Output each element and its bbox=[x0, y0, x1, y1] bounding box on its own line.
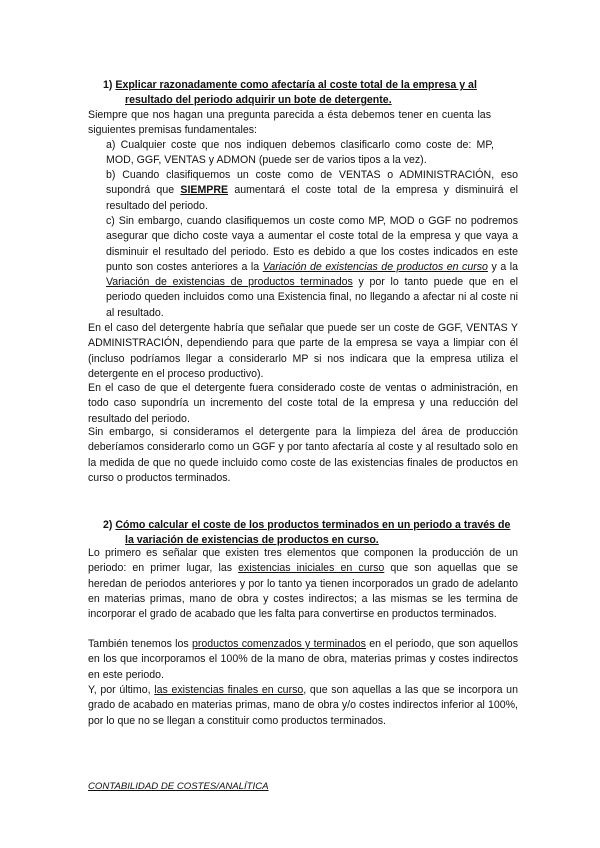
s2-p1-pre: Lo primero es señalar que existen tres elementos que componen la producción de un periodo: en primer lugar, las bbox=[88, 547, 518, 575]
s2-p2-pre: También tenemos los bbox=[88, 638, 192, 650]
section1-paragraph-1: En el caso del detergente habría que señalar que puede ser un coste de GGF, VENTAS Y ADMINISTRACIÓN, dependiendo para que parte de la empresa se vaya a limpiar con él (incluso podríamos llegar a considerarlo MP si nos indicara que la empresa utiliza el detergente en el proceso productivo). bbox=[88, 322, 518, 380]
item-c-text-post: y por lo tanto puede que en el periodo queden incluidos como una Existencia final, no llegando a afectar ni al coste ni al resultado. bbox=[106, 276, 518, 319]
section1-number: 1) bbox=[103, 79, 113, 91]
item-c-variacion-curso: Variación de existencias de productos en curso bbox=[262, 260, 488, 273]
section1-heading-text1: Explicar razonadamente como afectaría al coste total de la empresa y al bbox=[115, 79, 477, 91]
section2-heading-text2: la variación de existencias de productos en curso. bbox=[125, 534, 379, 547]
s2-existencias-iniciales: existencias iniciales en curso bbox=[238, 562, 385, 575]
s2-p3-post: , que son aquellas a las que se incorpora un grado de acabado en materias primas, mano de obra y/o costes indirectos inferior al 100%, por lo que no se llegan a constituir como productos terminados. bbox=[88, 684, 518, 727]
item-c-variacion-terminados: Variación de existencias de productos terminados bbox=[106, 276, 353, 289]
item-c-text-mid: y a la bbox=[487, 260, 518, 273]
section1-item-c bbox=[106, 214, 518, 321]
page-footer: CONTABILIDAD DE COSTES/ANALÍTICA bbox=[88, 781, 269, 792]
section1-heading bbox=[103, 78, 503, 109]
section2-paragraph-3 bbox=[88, 683, 518, 729]
s2-p2-post: en el periodo, que son aquellos en los que incorporamos el 100% de la mano de obra, materias primas y costes indirectos en este periodo. bbox=[88, 638, 518, 681]
section1-paragraph-3: Sin embargo, si consideramos el detergente para la limpieza del área de producción deberíamos considerarlo como un GGF y por tanto afectaría al coste y al resultado solo en la medida de que no quede incluido como coste de las existencias finales de productos en curso o productos terminados. bbox=[88, 426, 518, 484]
section1-heading-line1 bbox=[103, 78, 503, 93]
s2-existencias-finales: las existencias finales en curso bbox=[154, 684, 304, 696]
section1-intro: Siempre que nos hagan una pregunta parecida a ésta debemos tener en cuenta las siguientes premisas fundamentales: bbox=[88, 109, 491, 137]
s2-p3-pre: Y, por último, bbox=[88, 684, 155, 696]
item-c-text-pre: c) Sin embargo, cuando clasifiquemos un coste como MP, MOD o GGF no podremos asegurar que dicho coste vaya a aumentar el coste total de la empresa y que vaya a disminuir el resultado del periodo. Esto es debido a que los costes indicados en este punto son costes anteriores a la bbox=[106, 215, 518, 273]
section1-item-b bbox=[106, 168, 518, 214]
section2-heading bbox=[103, 518, 523, 549]
item-b-text-post: aumentará el coste total de la empresa y disminuirá el resultado del periodo. bbox=[106, 184, 518, 212]
section2-paragraph-2 bbox=[88, 637, 518, 683]
s2-productos-comenzados: productos comenzados y terminados bbox=[191, 638, 366, 650]
section2-heading-line1 bbox=[103, 518, 523, 533]
section2-number: 2) bbox=[103, 519, 113, 531]
section1-paragraph-2: En el caso de que el detergente fuera considerado coste de ventas o administración, en todo caso supondría un incremento del coste total de la empresa y una reducción del resultado del periodo. bbox=[88, 382, 518, 425]
item-b-text-pre: b) Cuando clasifiquemos un coste como de VENTAS o ADMINISTRACIÓN, eso supondrá que bbox=[106, 169, 518, 197]
section1-heading-text2: resultado del periodo adquirir un bote de detergente. bbox=[125, 94, 392, 107]
section1-item-a: a) Cualquier coste que nos indiquen debemos clasificarlo como coste de: MP, MOD, GGF, VENTAS y ADMON (puede ser de varios tipos a la vez). bbox=[106, 139, 494, 167]
section2-heading-text1: Cómo calcular el coste de los productos terminados en un periodo a través de bbox=[115, 519, 511, 531]
s2-p1-post: que son aquellas que se heredan de periodos anteriores y por lo tanto ya tienen incorporados un grado de adelanto en materias primas, mano de obra y costes indirectos; a las mismas se les termina de incorporar el grado de acabado que les falta para convertirse en productos terminados. bbox=[88, 562, 518, 621]
section2-paragraph-1 bbox=[88, 546, 518, 622]
item-b-siempre: SIEMPRE bbox=[180, 184, 229, 197]
